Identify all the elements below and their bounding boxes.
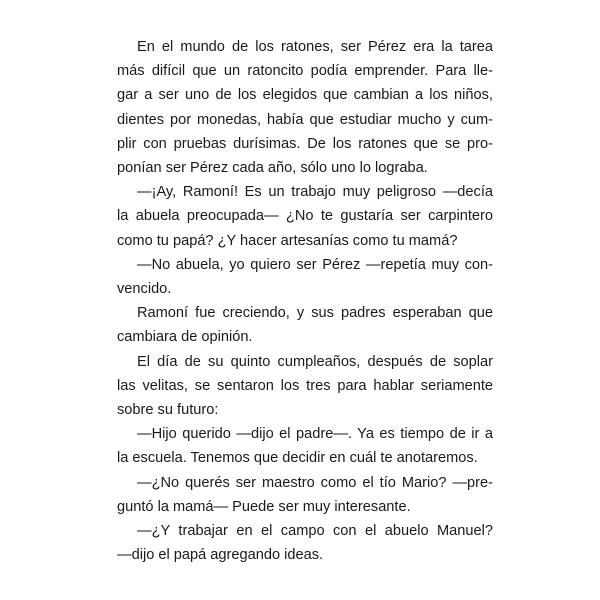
text-line: gar a ser uno de los elegidos que cambian a los niños, bbox=[117, 87, 493, 104]
text-line: como tu papá? ¿Y hacer artesanías como tu mamá? bbox=[117, 232, 458, 249]
text-line: dientes por monedas, había que estudiar mucho y cum- bbox=[117, 111, 493, 128]
text-line: El día de su quinto cumpleaños, después de soplar bbox=[137, 353, 493, 370]
paragraph bbox=[117, 301, 493, 349]
paragraph bbox=[117, 35, 493, 180]
text-line: vencido. bbox=[117, 281, 172, 298]
text-line: guntó la mamá— Puede ser muy interesante. bbox=[117, 498, 411, 515]
text-line: más difícil que un ratoncito podía emprender. Para lle- bbox=[117, 63, 493, 80]
paragraph bbox=[117, 422, 493, 470]
paragraph bbox=[117, 350, 493, 423]
text-line: la escuela. Tenemos que decidir en cuál te anotaremos. bbox=[117, 450, 478, 467]
text-line: —¿Y trabajar en el campo con el abuelo Manuel? bbox=[137, 523, 493, 540]
paragraph bbox=[117, 253, 493, 301]
paragraph bbox=[117, 519, 493, 567]
paragraph bbox=[117, 180, 493, 253]
paragraph bbox=[117, 471, 493, 519]
text-line: —¿No querés ser maestro como el tío Mario? —pre- bbox=[137, 474, 493, 491]
text-line: Ramoní fue creciendo, y sus padres esperaban que bbox=[137, 305, 493, 322]
book-page bbox=[117, 35, 493, 567]
text-line: sobre su futuro: bbox=[117, 402, 219, 419]
text-line: cambiara de opinión. bbox=[117, 329, 253, 346]
text-line: —dijo el papá agregando ideas. bbox=[117, 547, 324, 564]
text-line: las velitas, se sentaron los tres para hablar seriamente bbox=[117, 377, 493, 394]
text-line: la abuela preocupada— ¿No te gustaría ser carpintero bbox=[117, 208, 493, 225]
text-line: ponían ser Pérez cada año, sólo uno lo lograba. bbox=[117, 160, 428, 177]
text-line: —Hijo querido —dijo el padre—. Ya es tiempo de ir a bbox=[137, 426, 493, 443]
text-line: —No abuela, yo quiero ser Pérez —repetía muy con- bbox=[137, 256, 493, 273]
text-line: En el mundo de los ratones, ser Pérez era la tarea bbox=[137, 39, 493, 55]
text-line: plir con pruebas durísimas. De los ratones que se pro- bbox=[117, 135, 493, 152]
text-line: —¡Ay, Ramoní! Es un trabajo muy peligroso —decía bbox=[137, 184, 493, 201]
